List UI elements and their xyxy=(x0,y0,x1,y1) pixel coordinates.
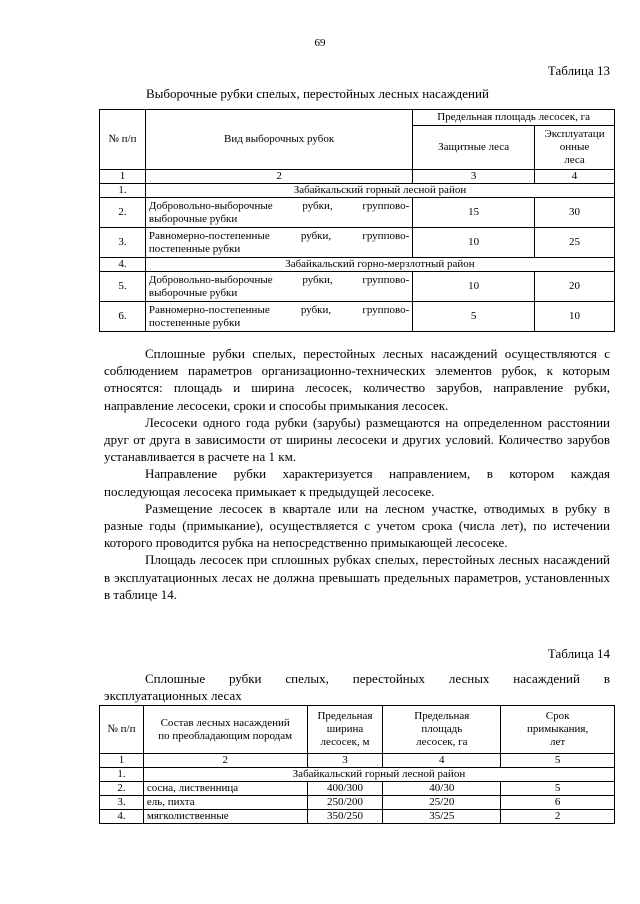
t14-header-area-l3: лесосек, га xyxy=(416,736,468,748)
t14-header-width-l1: Предельная xyxy=(317,710,373,722)
t14-row-area: 25/20 xyxy=(383,796,501,810)
t14-header-area xyxy=(383,706,501,754)
t13-row-protective: 10 xyxy=(413,272,535,302)
t14-header-term-l1: Срок xyxy=(545,710,570,722)
t14-row-width: 350/250 xyxy=(307,810,383,824)
t13-row-type-l2: выборочные рубки xyxy=(148,212,238,225)
table14-title-l2: эксплуатационных лесах xyxy=(104,688,242,703)
t13-index-cell: 2 xyxy=(145,170,412,184)
t13-row-type xyxy=(145,272,412,302)
t13-header-type: Вид выборочных рубок xyxy=(145,110,412,170)
t13-row-exploit: 25 xyxy=(535,228,615,258)
paragraph: Направление рубки характеризуется направлением, в котором каждая последующая лесосека примыкает к предыдущей лесосеке. xyxy=(104,466,610,499)
t14-data-row xyxy=(100,796,615,810)
t14-row-num: 2. xyxy=(100,782,144,796)
t14-header-width-l2: ширина xyxy=(326,723,364,735)
t13-header-exploit xyxy=(535,126,615,170)
t14-header-composition xyxy=(143,706,307,754)
t13-section-row xyxy=(100,184,615,198)
t13-row-num: 2. xyxy=(100,198,146,228)
table13-title: Выборочные рубки спелых, перестойных лесных насаждений xyxy=(146,86,489,101)
t13-data-row xyxy=(100,228,615,258)
table13 xyxy=(99,109,615,332)
body-text xyxy=(104,345,610,603)
paragraph: Сплошные рубки спелых, перестойных лесных насаждений осуществляются с соблюдением параметров организационно-технических элементов рубок, к которым относятся: площадь и ширина лесосек, количество зарубов, направление рубки, направление лесосеки, сроки и способы примыкания лесосек. xyxy=(104,346,610,413)
t13-row-protective: 15 xyxy=(413,198,535,228)
t13-row-num: 1. xyxy=(100,184,146,198)
t14-index-cell: 2 xyxy=(143,754,307,768)
t14-header-area-l1: Предельная xyxy=(414,710,470,722)
t14-header-area-l2: площадь xyxy=(421,723,463,735)
t14-header-term xyxy=(501,706,615,754)
t14-row-num: 3. xyxy=(100,796,144,810)
t14-row-area: 40/30 xyxy=(383,782,501,796)
t13-row-type xyxy=(145,198,412,228)
t14-row-area: 35/25 xyxy=(383,810,501,824)
t14-row-term: 6 xyxy=(501,796,615,810)
t14-header-composition-l2: по преобладающим породам xyxy=(158,729,293,742)
paragraph: Размещение лесосек в квартале или на лесном участке, отводимых в рубку в разные годы (примыкание), осуществляется с учетом срока (числа лет), по истечении которого проводится рубка на непосредственно примыкающей лесосеке. xyxy=(104,500,610,551)
t13-row-type-l1: Равномерно-постепенные рубки, группово- xyxy=(148,303,410,316)
t13-header-exploit-l2: онные xyxy=(559,141,590,153)
t14-header-term-l3: лет xyxy=(549,736,566,748)
t13-section-title: Забайкальский горно-мерзлотный район xyxy=(145,258,614,272)
page-number: 69 xyxy=(314,37,326,49)
t13-row-type-l1: Равномерно-постепенные рубки, группово- xyxy=(148,229,410,242)
t13-row-type-l2: постепенные рубки xyxy=(148,242,241,255)
t13-row-num: 6. xyxy=(100,302,146,332)
t13-row-exploit: 20 xyxy=(535,272,615,302)
t13-index-cell: 1 xyxy=(100,170,146,184)
t14-header-width-l3: лесосек, м xyxy=(320,736,370,748)
t14-row-width: 400/300 xyxy=(307,782,383,796)
t14-row-composition: сосна, лиственница xyxy=(143,782,307,796)
t13-section-row xyxy=(100,258,615,272)
t13-row-type-l1: Добровольно-выборочные рубки, группово- xyxy=(148,199,410,212)
t14-index-cell: 3 xyxy=(307,754,383,768)
t14-row-num: 4. xyxy=(100,810,144,824)
t14-row-width: 250/200 xyxy=(307,796,383,810)
t13-header-num: № п/п xyxy=(100,110,146,170)
t14-index-row xyxy=(100,754,615,768)
table14-title xyxy=(104,670,610,704)
t14-row-term: 5 xyxy=(501,782,615,796)
t13-index-cell: 3 xyxy=(413,170,535,184)
t13-section-title: Забайкальский горный лесной район xyxy=(145,184,614,198)
t14-row-num: 1. xyxy=(100,768,144,782)
t14-index-cell: 1 xyxy=(100,754,144,768)
t13-index-cell: 4 xyxy=(535,170,615,184)
t14-data-row xyxy=(100,810,615,824)
t13-row-num: 4. xyxy=(100,258,146,272)
t14-header-term-l2: примыкания, xyxy=(526,723,589,735)
table14 xyxy=(99,705,615,824)
t14-index-cell: 4 xyxy=(383,754,501,768)
t14-row-composition: ель, пихта xyxy=(143,796,307,810)
t13-row-type xyxy=(145,302,412,332)
t13-row-type-l2: постепенные рубки xyxy=(148,316,241,329)
t14-data-row xyxy=(100,782,615,796)
t14-header-width xyxy=(307,706,383,754)
table13-label: Таблица 13 xyxy=(547,63,610,78)
table14-title-l1: Сплошные рубки спелых, перестойных лесных насаждений в xyxy=(145,671,610,686)
t13-header-area: Предельная площадь лесосек, га xyxy=(413,110,615,126)
t13-row-type xyxy=(145,228,412,258)
table14-label: Таблица 14 xyxy=(547,646,610,661)
t13-index-row xyxy=(100,170,615,184)
paragraph: Лесосеки одного года рубки (зарубы) размещаются на определенном расстоянии друг от друга в зависимости от ширины лесосеки и других условий. Количество зарубов устанавливается в расчете на 1 км. xyxy=(104,414,610,465)
t13-row-type-l1: Добровольно-выборочные рубки, группово- xyxy=(148,273,410,286)
t14-header-composition-l1: Состав лесных насаждений xyxy=(160,716,290,729)
t13-row-exploit: 30 xyxy=(535,198,615,228)
t13-header-exploit-l3: леса xyxy=(564,154,585,166)
t14-index-cell: 5 xyxy=(501,754,615,768)
t14-section-title: Забайкальский горный лесной район xyxy=(143,768,614,782)
t14-header-num: № п/п xyxy=(100,706,144,754)
t14-section-row xyxy=(100,768,615,782)
t13-data-row xyxy=(100,198,615,228)
t14-row-composition: мягколиственные xyxy=(143,810,307,824)
t13-row-protective: 5 xyxy=(413,302,535,332)
t13-row-exploit: 10 xyxy=(535,302,615,332)
t13-row-type-l2: выборочные рубки xyxy=(148,286,238,299)
t13-row-num: 3. xyxy=(100,228,146,258)
t13-header-exploit-l1: Эксплуатаци xyxy=(544,128,605,140)
t13-data-row xyxy=(100,272,615,302)
t13-row-protective: 10 xyxy=(413,228,535,258)
t13-data-row xyxy=(100,302,615,332)
t14-row-term: 2 xyxy=(501,810,615,824)
t13-row-num: 5. xyxy=(100,272,146,302)
t13-header-protective: Защитные леса xyxy=(413,126,535,170)
paragraph: Площадь лесосек при сплошных рубках спелых, перестойных лесных насаждений в эксплуатационных лесах не должна превышать предельных параметров, установленных в таблице 14. xyxy=(104,552,610,602)
